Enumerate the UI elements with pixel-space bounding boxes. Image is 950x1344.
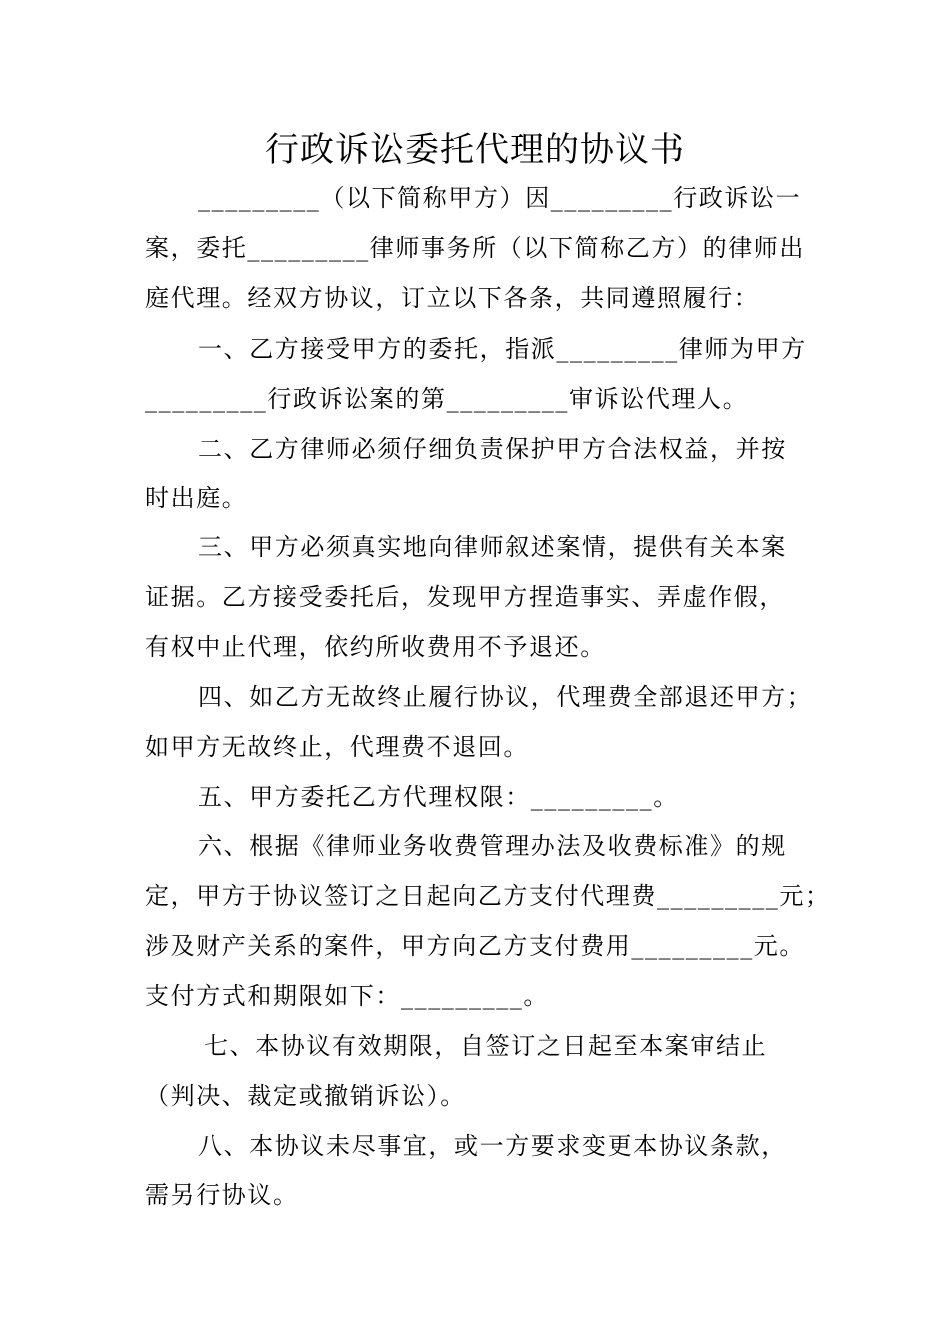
clause-5-line-1: 五、甲方委托乙方代理权限：_________。	[198, 783, 679, 811]
clause-2-line-2: 时出庭。	[145, 484, 248, 512]
clause-2-line-1: 二、乙方律师必须仔细负责保护甲方合法权益，并按	[198, 435, 787, 463]
preamble-line-3: 庭代理。经双方协议，订立以下各条，共同遵照履行：	[145, 284, 760, 312]
clause-7-line-1: 七、本协议有效期限，自签订之日起至本案审结止	[204, 1032, 768, 1060]
clause-6-line-2: 定，甲方于协议签订之日起向乙方支付代理费_________元；	[145, 882, 831, 910]
clause-6-line-1: 六、根据《律师业务收费管理办法及收费标准》的规	[198, 832, 787, 860]
clause-3-line-1: 三、甲方必须真实地向律师叙述案情，提供有关本案	[198, 533, 787, 561]
clause-4-line-1: 四、如乙方无故终止履行协议，代理费全部退还甲方；	[198, 683, 813, 711]
clause-6-line-4: 支付方式和期限如下：_________。	[145, 982, 549, 1010]
clause-6-line-3: 涉及财产关系的案件，甲方向乙方支付费用_________元。	[145, 932, 805, 960]
clause-1-line-1: 一、乙方接受甲方的委托，指派_________律师为甲方	[198, 335, 807, 363]
clause-8-line-1: 八、本协议未尽事宜，或一方要求变更本协议条款，	[198, 1132, 787, 1160]
document-title: 行政诉讼委托代理的协议书	[265, 130, 685, 170]
clause-8-line-2: 需另行协议。	[145, 1181, 299, 1209]
clause-7-line-2: （判决、裁定或撤销诉讼）。	[145, 1082, 466, 1110]
clause-3-line-3: 有权中止代理，依约所收费用不予退还。	[145, 633, 606, 661]
preamble-line-2: 案，委托_________律师事务所（以下简称乙方）的律师出	[145, 234, 805, 262]
preamble-line-1: _________（以下简称甲方）因_________行政诉讼一	[198, 184, 802, 212]
clause-4-line-2: 如甲方无故终止，代理费不退回。	[145, 733, 529, 761]
clause-3-line-2: 证据。乙方接受委托后，发现甲方捏造事实、弄虚作假，	[145, 583, 785, 611]
clause-1-line-2: _________行政诉讼案的第_________审诉讼代理人。	[145, 385, 749, 413]
